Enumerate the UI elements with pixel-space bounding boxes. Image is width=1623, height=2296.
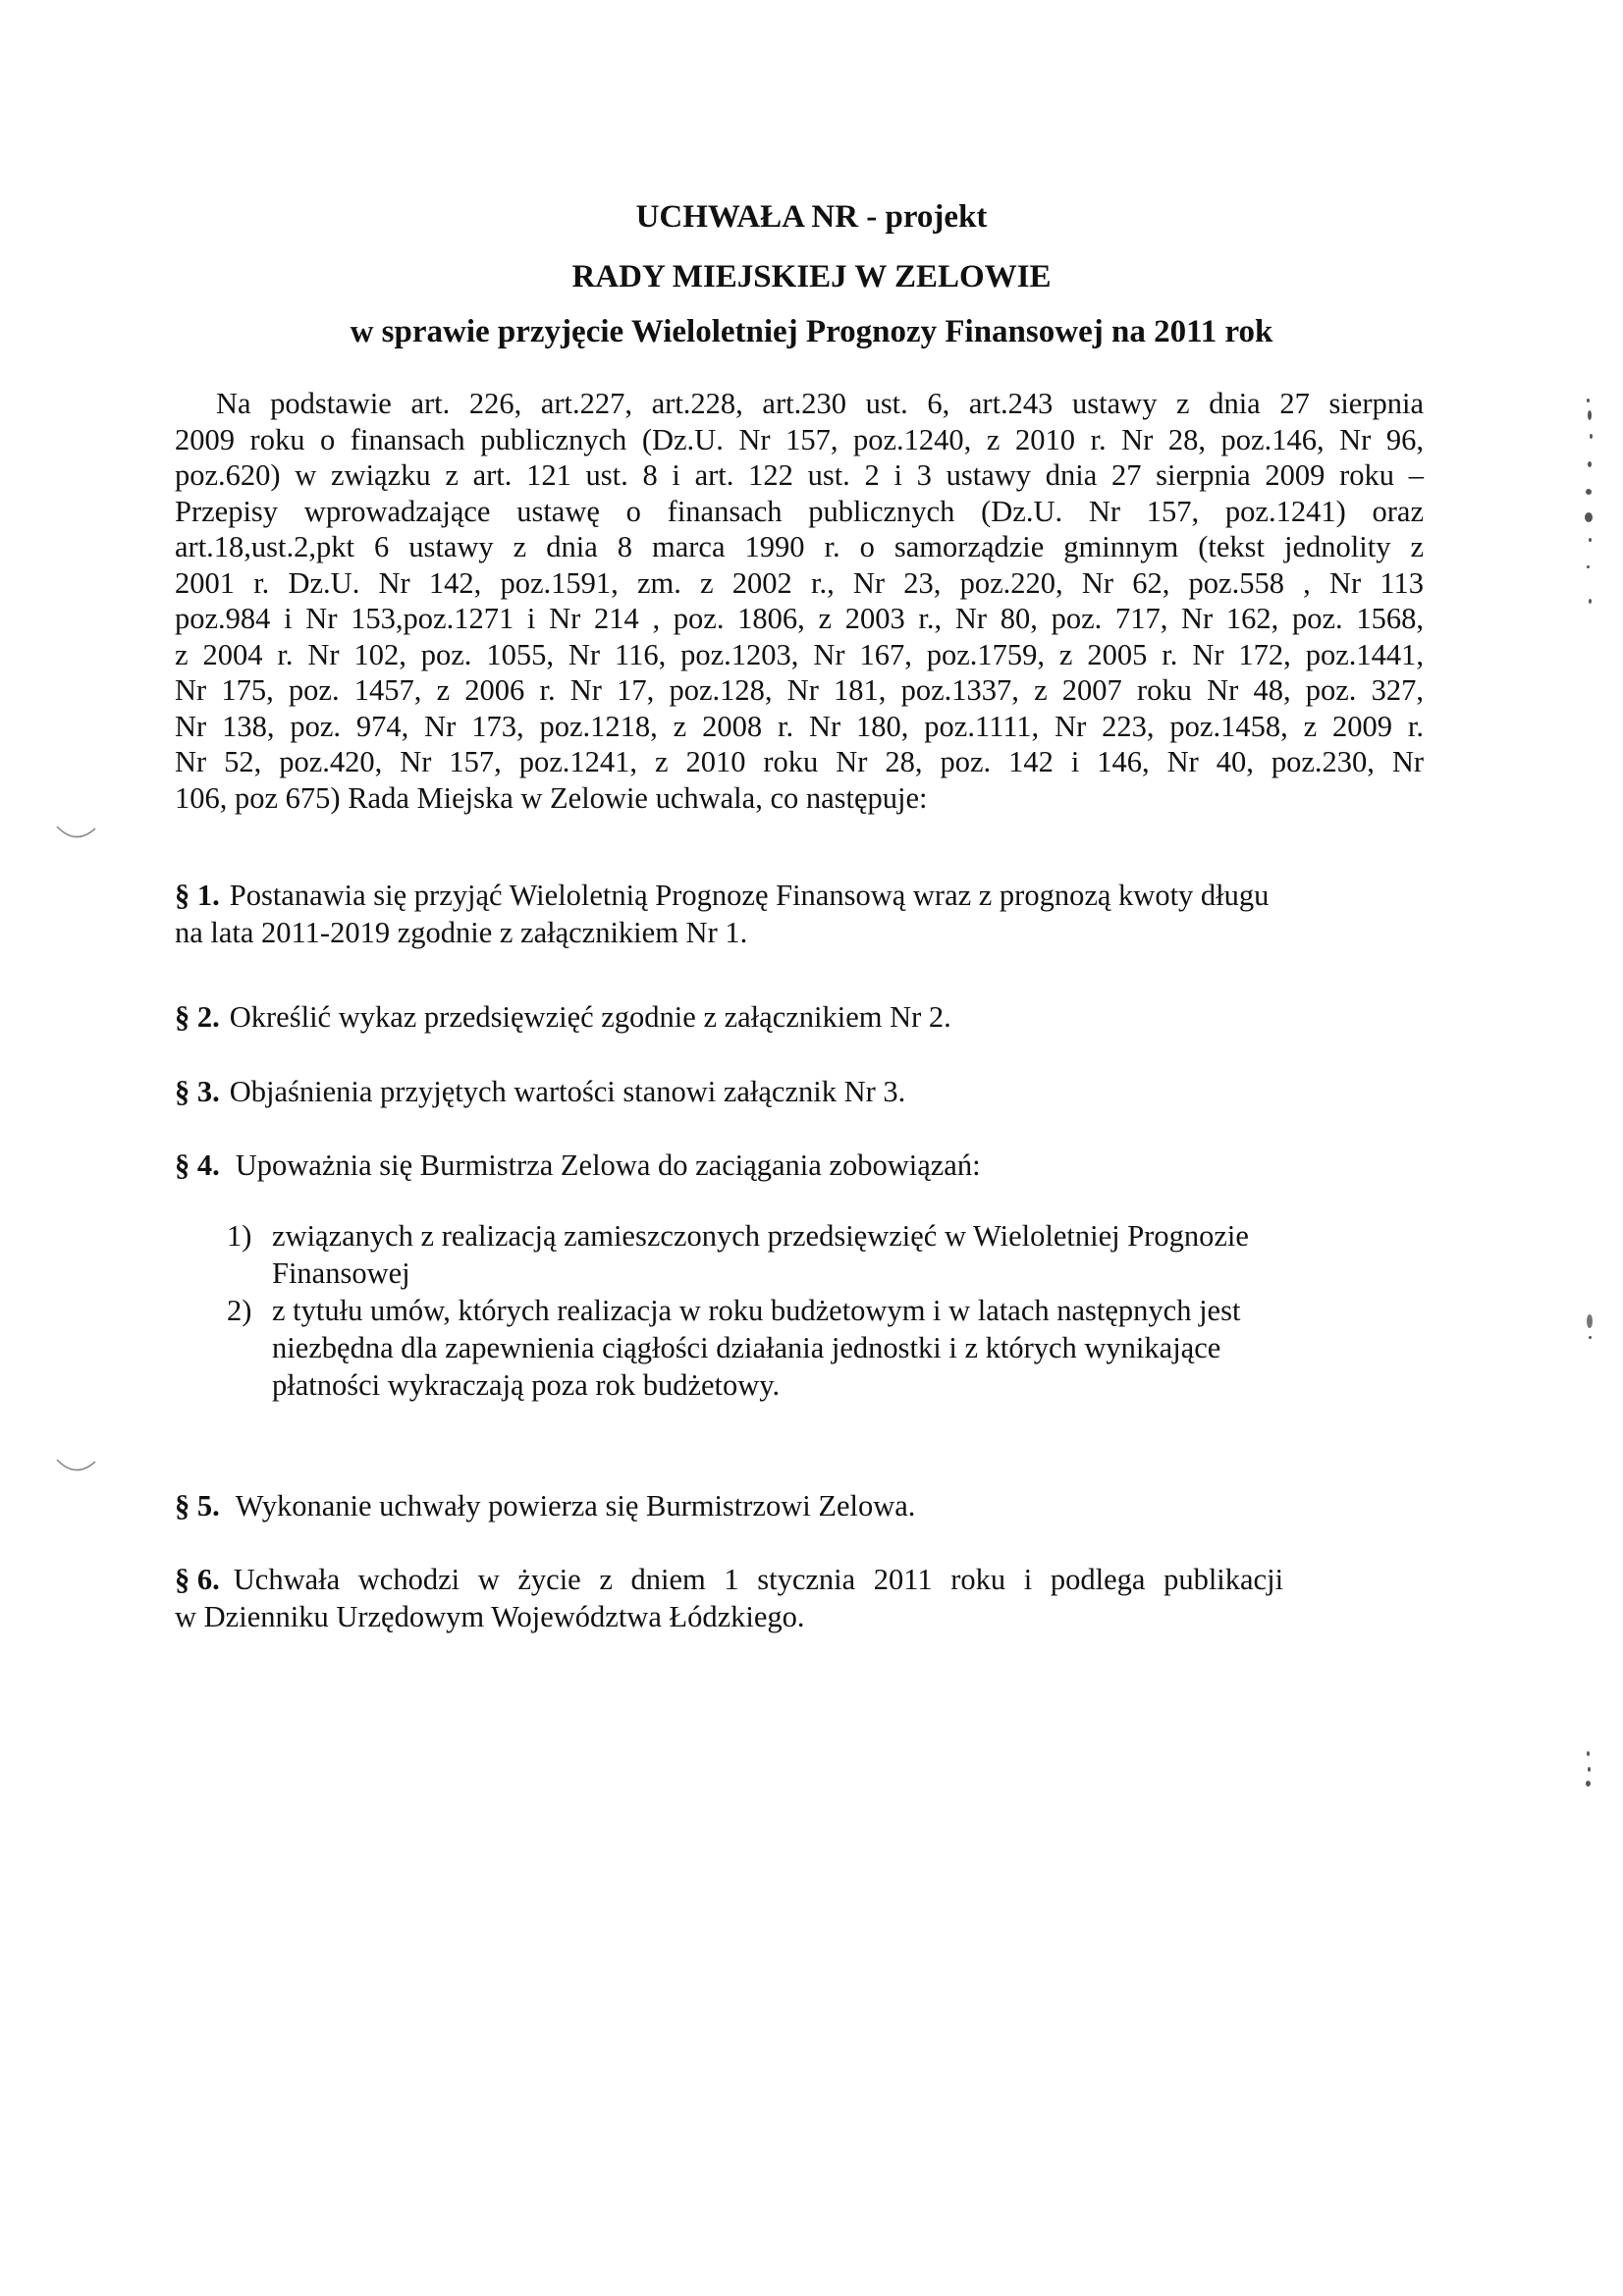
section-text: Upoważnia się Burmistrza Zelowa do zaciągania zobowiązań: (235, 1148, 981, 1182)
section-mark: § 3. (175, 1075, 220, 1108)
section-text: Wykonanie uchwały powierza się Burmistrzowi Zelowa. (235, 1489, 916, 1522)
preamble-line: Przepisy wprowadzające ustawę o finansach publicznych (Dz.U. Nr 157, poz.1241) oraz (175, 494, 1424, 528)
section-3 (175, 1073, 1424, 1110)
section-4-item-2 (227, 1292, 1425, 1404)
list-number: 1) (227, 1219, 252, 1253)
list-item-text: płatności wykraczają poza rok budżetowy. (272, 1368, 781, 1402)
section-mark: § 1. (175, 879, 220, 912)
council-name-heading: RADY MIEJSKIEJ W ZELOWIE (571, 259, 1052, 294)
section-1 (175, 877, 1424, 951)
section-mark: § 6. (175, 1563, 220, 1596)
preamble-line: z 2004 r. Nr 102, poz. 1055, Nr 116, poz.1203, Nr 167, poz.1759, z 2005 r. Nr 172, poz.1441, (175, 637, 1424, 671)
section-mark: § 2. (175, 1000, 220, 1034)
section-text: na lata 2011-2019 zgodnie z załącznikiem Nr 1. (175, 916, 748, 949)
resolution-subject-heading: w sprawie przyjęcie Wieloletniej Prognozy Finansowej na 2011 rok (350, 314, 1273, 349)
list-number: 2) (227, 1294, 252, 1327)
resolution-number-heading: UCHWAŁA NR - projekt (635, 199, 988, 235)
section-4-item-1 (227, 1217, 1425, 1292)
scan-speck-cluster (1583, 1747, 1602, 1806)
list-item-text: Finansowej (272, 1256, 410, 1290)
scan-speck-cluster (1583, 1310, 1602, 1360)
punch-hole-arc-mark (54, 1456, 98, 1480)
preamble-line: Nr 52, poz.420, Nr 157, poz.1241, z 2010 roku Nr 28, poz. 142 i 146, Nr 40, poz.230, Nr (175, 745, 1424, 778)
preamble-line: Na podstawie art. 226, art.227, art.228, art.230 ust. 6, art.243 ustawy z dnia 27 sierpnia (216, 387, 1424, 420)
preamble-line: 106, poz 675) Rada Miejska w Zelowie uchwala, co następuje: (175, 780, 928, 815)
section-mark: § 4. (175, 1148, 220, 1182)
section-text: w Dzienniku Urzędowym Województwa Łódzkiego. (175, 1600, 805, 1633)
section-6 (175, 1561, 1424, 1635)
preamble-line: Nr 138, poz. 974, Nr 173, poz.1218, z 2008 r. Nr 180, poz.1111, Nr 223, poz.1458, z 2009 r. (175, 709, 1424, 743)
section-2 (175, 998, 1424, 1036)
preamble-line: poz.620) w związku z art. 121 ust. 8 i art. 122 ust. 2 i 3 ustawy dnia 27 sierpnia 2009 roku – (175, 458, 1424, 492)
list-item-text: niezbędna dla zapewnienia ciągłości działania jednostki i z których wynikające (272, 1331, 1221, 1364)
section-text: Postanawia się przyjąć Wieloletnią Prognozę Finansową wraz z prognozą kwoty długu (229, 879, 1270, 912)
preamble-line: art.18,ust.2,pkt 6 ustawy z dnia 8 marca 1990 r. o samorządzie gminnym (tekst jednolity z (175, 530, 1424, 563)
list-item-text: z tytułu umów, których realizacja w roku budżetowym i w latach następnych jest (272, 1294, 1241, 1327)
section-text: Uchwała wchodzi w życie z dniem 1 stycznia 2011 roku i podlega publikacji (233, 1563, 1284, 1596)
section-5 (175, 1487, 1424, 1524)
section-mark: § 5. (175, 1489, 220, 1522)
punch-hole-arc-mark (54, 823, 98, 847)
preamble-line: poz.984 i Nr 153,poz.1271 i Nr 214 , poz. 1806, z 2003 r., Nr 80, poz. 717, Nr 162, poz. 1568, (175, 602, 1424, 635)
section-4 (175, 1147, 1424, 1184)
scan-speck-cluster (1583, 393, 1602, 618)
section-text: Określić wykaz przedsięwzięć zgodnie z załącznikiem Nr 2. (229, 1000, 951, 1034)
section-text: Objaśnienia przyjętych wartości stanowi załącznik Nr 3. (229, 1075, 906, 1108)
preamble-line: 2001 r. Dz.U. Nr 142, poz.1591, zm. z 2002 r., Nr 23, poz.220, Nr 62, poz.558 , Nr 113 (175, 565, 1424, 600)
preamble-line: 2009 roku o finansach publicznych (Dz.U. Nr 157, poz.1240, z 2010 r. Nr 28, poz.146, Nr 96, (175, 422, 1424, 456)
preamble-line: Nr 175, poz. 1457, z 2006 r. Nr 17, poz.128, Nr 181, poz.1337, z 2007 roku Nr 48, poz. 327, (175, 673, 1424, 707)
list-item-text: związanych z realizacją zamieszczonych przedsięwzięć w Wieloletniej Prognozie (272, 1219, 1249, 1253)
legal-basis-preamble (175, 386, 1424, 816)
